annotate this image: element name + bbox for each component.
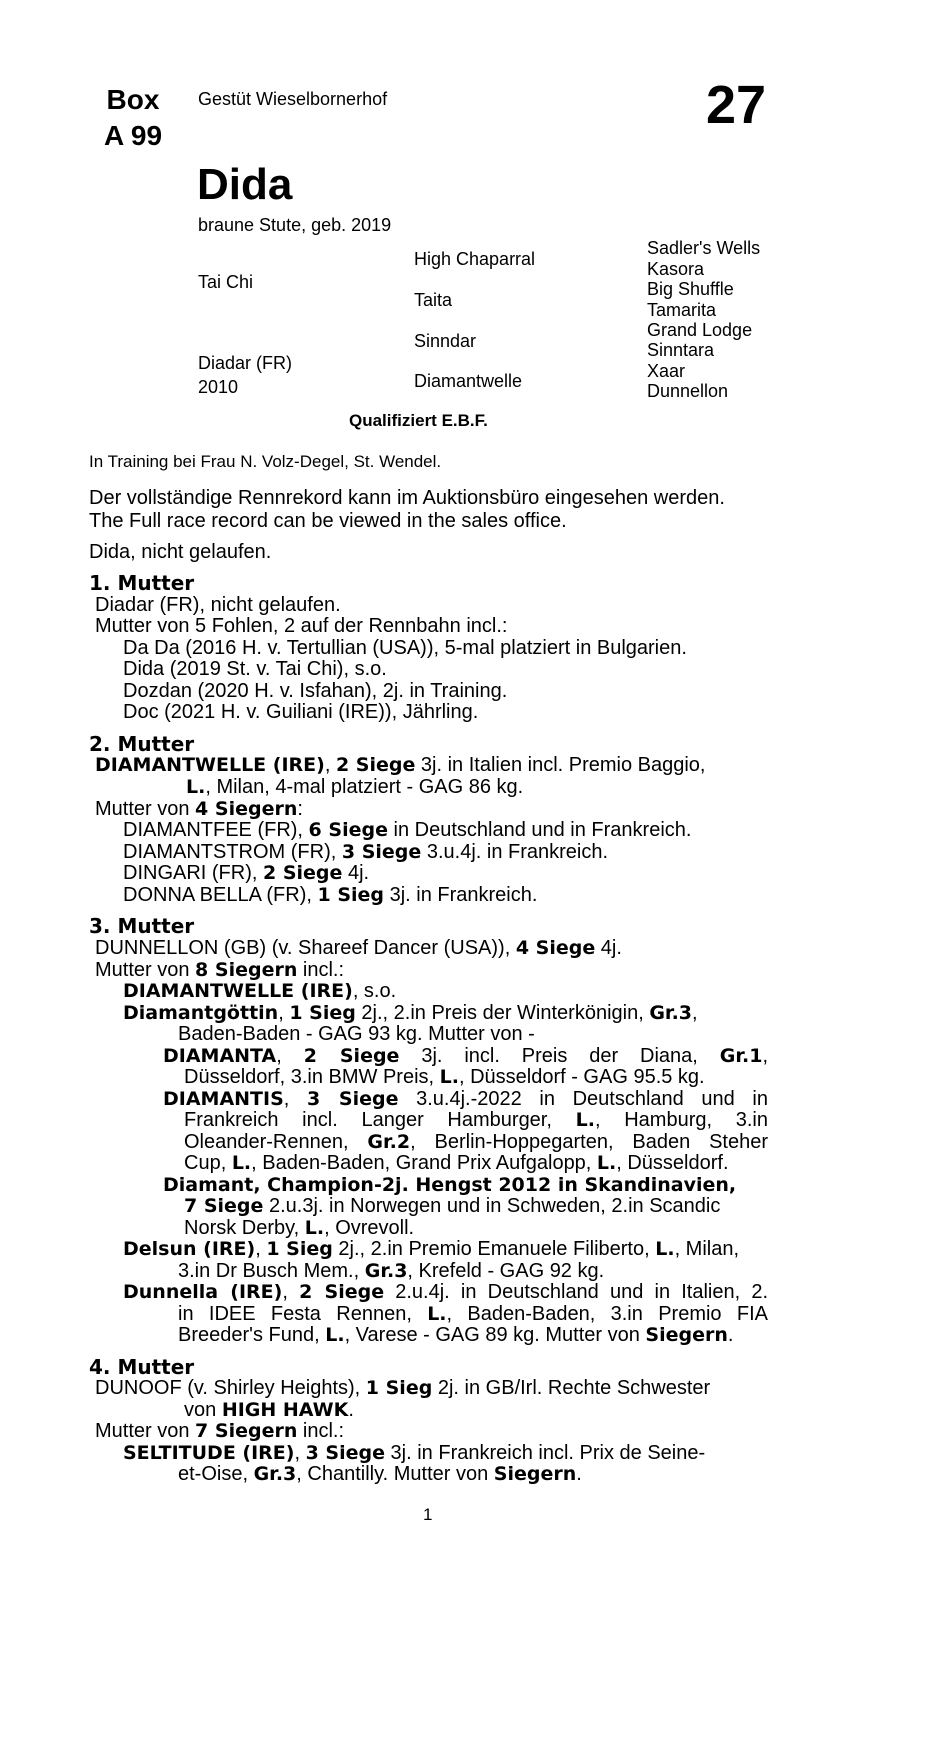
horse-record: Dida, nicht gelaufen. <box>89 541 272 563</box>
produce-item: Dozdan (2020 H. v. Isfahan), 2j. in Training. <box>123 680 508 702</box>
produce-item: DINGARI (FR), 2 Siege 4j. <box>123 862 370 884</box>
section-heading: 1. Mutter <box>89 571 195 595</box>
produce-item-cont: Breeder's Fund, L., Varese - GAG 89 kg. Mutter von Siegern. <box>178 1324 734 1346</box>
grand-produce-item: Diamant, Champion-2j. Hengst 2012 in Skandinavien, <box>163 1174 737 1196</box>
produce-intro: Mutter von 4 Siegern: <box>95 798 303 820</box>
pedigree-sire: Tai Chi <box>198 272 254 292</box>
produce-item: DIAMANTFEE (FR), 6 Siege in Deutschland und in Frankreich. <box>123 819 692 841</box>
produce-item: Doc (2021 H. v. Guiliani (IRE)), Jährling. <box>123 701 479 723</box>
grand-produce-item-cont: 7 Siege 2.u.3j. in Norwegen und in Schweden, 2.in Scandic <box>184 1195 721 1217</box>
section-heading: 3. Mutter <box>89 914 195 938</box>
horse-description: braune Stute, geb. 2019 <box>198 215 392 235</box>
dam-line-cont: von HIGH HAWK. <box>184 1399 354 1421</box>
box-label-line1: Box <box>106 84 160 115</box>
pedigree-dam-year: 2010 <box>198 377 239 397</box>
produce-intro: Mutter von 7 Siegern incl.: <box>95 1420 345 1442</box>
produce-item-cont: in IDEE Festa Rennen, L., Baden-Baden, 3.in Premio FIA <box>178 1303 768 1325</box>
produce-item: DONNA BELLA (FR), 1 Sieg 3j. in Frankreich. <box>123 884 538 906</box>
pedigree-g3-5: Grand Lodge <box>647 320 753 340</box>
pedigree-dam-sire: Sinndar <box>414 331 477 351</box>
dam-name: DIAMANTWELLE (IRE) <box>95 754 325 776</box>
qualification: Qualifiziert E.B.F. <box>349 411 488 430</box>
produce-item: Delsun (IRE), 1 Sieg 2j., 2.in Premio Emanuele Filiberto, L., Milan, <box>123 1238 740 1260</box>
box-label <box>88 82 178 154</box>
grand-produce-item: DIAMANTIS, 3 Siege 3.u.4j.-2022 in Deutschland und in <box>163 1088 768 1110</box>
pedigree-g3-1: Sadler's Wells <box>647 238 761 258</box>
pedigree-g3-7: Xaar <box>647 361 686 381</box>
produce-item-cont: 3.in Dr Busch Mem., Gr.3, Krefeld - GAG 92 kg. <box>178 1260 605 1282</box>
pedigree-dam-dam: Diamantwelle <box>414 371 523 391</box>
produce-item: SELTITUDE (IRE), 3 Siege 3j. in Frankreich incl. Prix de Seine- <box>123 1442 706 1464</box>
section-heading: 4. Mutter <box>89 1355 195 1379</box>
produce-item-cont: et-Oise, Gr.3, Chantilly. Mutter von Siegern. <box>178 1463 582 1485</box>
notice-de: Der vollständige Rennrekord kann im Auktionsbüro eingesehen werden. <box>89 487 725 509</box>
produce-item-cont: Baden-Baden - GAG 93 kg. Mutter von - <box>178 1023 535 1045</box>
box-label-line2: A 99 <box>103 120 163 151</box>
grand-produce-item-cont: Frankreich incl. Langer Hamburger, L., Hamburg, 3.in <box>184 1109 768 1131</box>
pedigree-g3-8: Dunnellon <box>647 381 729 401</box>
dam-line: Diadar (FR), nicht gelaufen. <box>95 594 341 616</box>
produce-intro: Mutter von 8 Siegern incl.: <box>95 959 345 981</box>
pedigree-dam: Diadar (FR) <box>198 353 293 373</box>
page-number: 1 <box>423 1505 433 1524</box>
grand-produce-item-cont: Norsk Derby, L., Ovrevoll. <box>184 1217 415 1239</box>
grand-produce-item-cont: Düsseldorf, 3.in BMW Preis, L., Düsseldorf - GAG 95.5 kg. <box>184 1066 705 1088</box>
pedigree-g3-3: Big Shuffle <box>647 279 734 299</box>
dam-wins: 2 Siege <box>335 754 416 776</box>
section-heading: 2. Mutter <box>89 732 195 756</box>
horse-name: Dida <box>197 160 293 209</box>
pedigree-g3-6: Sinntara <box>647 340 715 360</box>
dam-line: DUNNELLON (GB) (v. Shareef Dancer (USA)), 4 Siege 4j. <box>95 937 622 959</box>
dam-line-cont: L., Milan, 4-mal platziert - GAG 86 kg. <box>186 776 524 798</box>
grand-produce-item-cont: Cup, L., Baden-Baden, Grand Prix Aufgalopp, L., Düsseldorf. <box>184 1152 729 1174</box>
produce-item: Dunnella (IRE), 2 Siege 2.u.4j. in Deutschland und in Italien, 2. <box>123 1281 768 1303</box>
pedigree-g3-4: Tamarita <box>647 300 717 320</box>
pedigree-sire-sire: High Chaparral <box>414 249 536 269</box>
produce-item: Dida (2019 St. v. Tai Chi), s.o. <box>123 658 387 680</box>
produce-item: Diamantgöttin, 1 Sieg 2j., 2.in Preis der Winterkönigin, Gr.3, <box>123 1002 698 1024</box>
produce-item: Da Da (2016 H. v. Tertullian (USA)), 5-mal platziert in Bulgarien. <box>123 637 687 659</box>
notice-en: The Full race record can be viewed in the sales office. <box>89 510 567 532</box>
grand-produce-item-cont: Oleander-Rennen, Gr.2, Berlin-Hoppegarten, Baden Steher <box>184 1131 769 1153</box>
dam-line: DIAMANTWELLE (IRE), 2 Siege 3j. in Italien incl. Premio Baggio, <box>95 754 706 776</box>
grand-produce-item: DIAMANTA, 2 Siege 3j. incl. Preis der Diana, Gr.1, <box>163 1045 768 1067</box>
pedigree-sire-dam: Taita <box>414 290 453 310</box>
produce-intro: Mutter von 5 Fohlen, 2 auf der Rennbahn incl.: <box>95 615 508 637</box>
lot-number: 27 <box>706 75 767 135</box>
breeder-name: Gestüt Wieselbornerhof <box>198 89 388 109</box>
produce-item: DIAMANTSTROM (FR), 3 Siege 3.u.4j. in Frankreich. <box>123 841 609 863</box>
produce-item: DIAMANTWELLE (IRE), s.o. <box>123 980 397 1002</box>
training-info: In Training bei Frau N. Volz-Degel, St. Wendel. <box>89 452 442 471</box>
dam-line: DUNOOF (v. Shirley Heights), 1 Sieg 2j. in GB/Irl. Rechte Schwester <box>95 1377 711 1399</box>
pedigree-g3-2: Kasora <box>647 259 705 279</box>
